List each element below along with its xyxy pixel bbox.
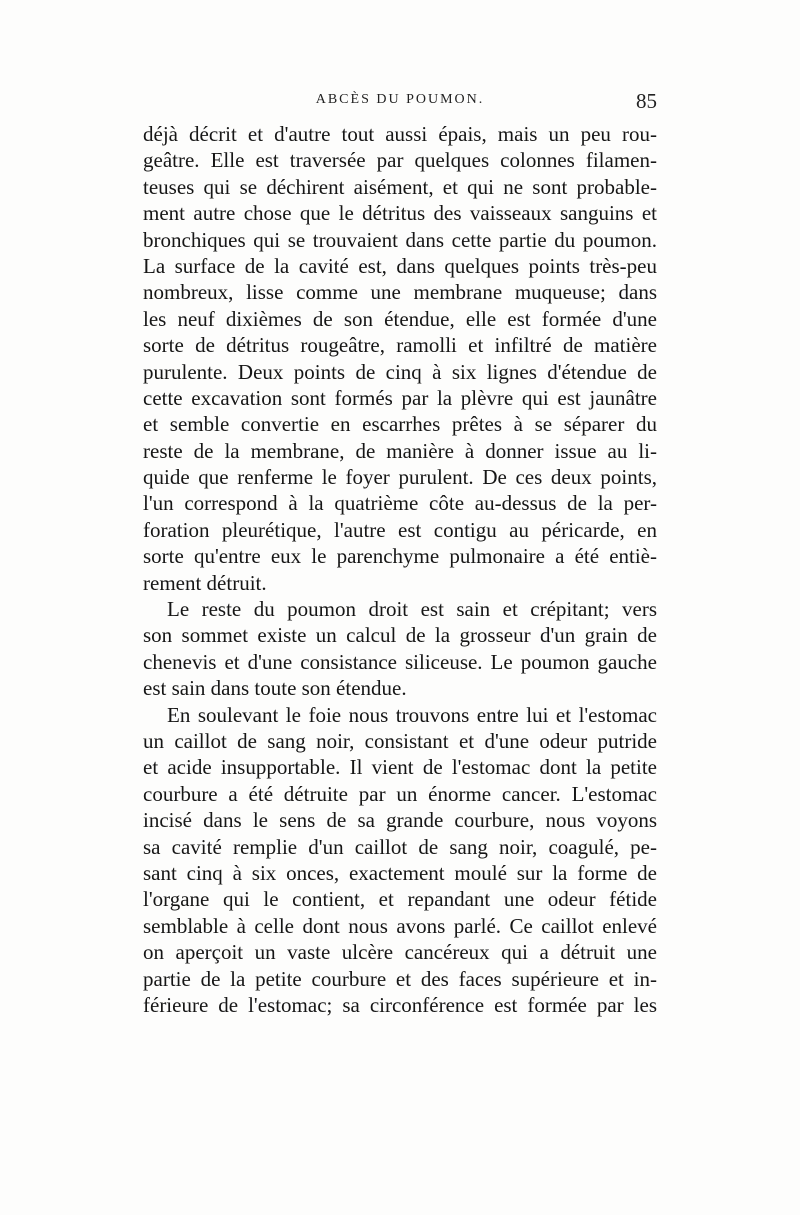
text-line: incisé dans le sens de sa grande courbure, nous voyons (143, 808, 657, 833)
text-line: cette excavation sont formés par la plèvre qui est jaunâtre (143, 385, 657, 410)
text-line: déjà décrit et d'autre tout aussi épais, mais un peu rou- (143, 122, 657, 146)
text-line: courbure a été détruite par un énorme cancer. L'estomac (143, 781, 657, 806)
text-line: quide que renferme le foyer purulent. De ces deux points, (143, 465, 657, 490)
text-line: sorte qu'entre eux le parenchyme pulmonaire a été entiè- (143, 544, 657, 569)
body-text (143, 121, 657, 1018)
text-line: foration pleurétique, l'autre est contigu au péricarde, en (143, 517, 657, 542)
text-line: on aperçoit un vaste ulcère cancéreux qui a détruit une (143, 940, 657, 965)
text-line: férieure de l'estomac; sa circonférence est formée par les (143, 992, 657, 1017)
text-line: bronchiques qui se trouvaient dans cette partie du poumon. (143, 227, 657, 252)
text-line: semblable à celle dont nous avons parlé. Ce caillot enlevé (143, 913, 657, 938)
text-line: l'un correspond à la quatrième côte au-dessus de la per- (143, 491, 657, 516)
text-line: les neuf dixièmes de son étendue, elle est formée d'une (143, 306, 657, 331)
text-line: En soulevant le foie nous trouvons entre lui et l'estomac (167, 702, 657, 727)
text-line: rement détruit. (143, 570, 267, 595)
text-line: et semble convertie en escarrhes prêtes à se séparer du (143, 412, 657, 437)
text-line: Le reste du poumon droit est sain et crépitant; vers (167, 597, 657, 622)
running-head (143, 89, 657, 118)
text-line: sa cavité remplie d'un caillot de sang noir, coagulé, pe- (143, 834, 657, 859)
text-line: ment autre chose que le détritus des vaisseaux sanguins et (143, 201, 657, 226)
text-line: reste de la membrane, de manière à donner issue au li- (143, 438, 657, 463)
text-line: son sommet existe un calcul de la grosseur d'un grain de (143, 623, 657, 648)
text-line: et acide insupportable. Il vient de l'estomac dont la petite (143, 755, 657, 780)
text-line: purulente. Deux points de cinq à six lignes d'étendue de (143, 359, 657, 384)
text-line: un caillot de sang noir, consistant et d'une odeur putride (143, 728, 657, 753)
page-number: 85 (636, 89, 657, 113)
text-line: est sain dans toute son étendue. (143, 676, 407, 701)
text-line: sorte de détritus rougeâtre, ramolli et infiltré de matière (143, 333, 657, 358)
text-line: La surface de la cavité est, dans quelques points très-peu (143, 253, 657, 278)
text-line: nombreux, lisse comme une membrane muqueuse; dans (143, 280, 657, 305)
text-line: teuses qui se déchirent aisément, et qui ne sont probable- (143, 174, 657, 199)
text-line: sant cinq à six onces, exactement moulé sur la forme de (143, 860, 657, 885)
text-line: partie de la petite courbure et des faces supérieure et in- (143, 966, 657, 991)
text-line: l'organe qui le contient, et repandant une odeur fétide (143, 887, 657, 912)
text-line: geâtre. Elle est traversée par quelques colonnes filamen- (143, 148, 657, 173)
running-title: ABCÈS DU POUMON. (315, 92, 485, 107)
text-line: chenevis et d'une consistance siliceuse. Le poumon gauche (143, 649, 657, 674)
